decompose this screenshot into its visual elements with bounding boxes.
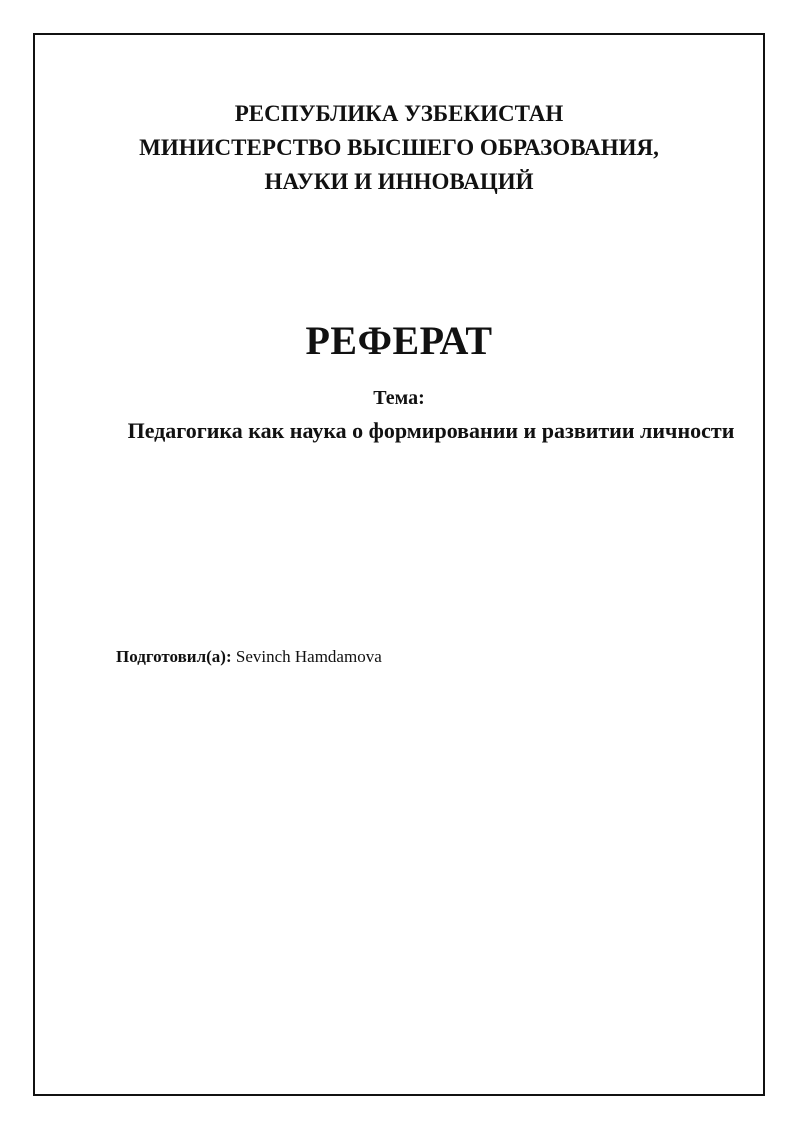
institution-header (35, 97, 763, 199)
author-label: Подготовил(а): (116, 647, 232, 666)
topic-label: Тема: (373, 387, 425, 409)
page-border (33, 33, 765, 1096)
ministry-name: МИНИСТЕРСТВО ВЫСШЕГО ОБРАЗОВАНИЯ, (139, 135, 659, 160)
author-name: Sevinch Hamdamova (235, 647, 382, 666)
ministry-name-continued: НАУКИ И ИННОВАЦИЙ (264, 169, 534, 194)
topic-title: Педагогика как наука о формировании и развитии личности (127, 418, 735, 443)
document-type-title: РЕФЕРАТ (305, 318, 493, 363)
country-name: РЕСПУБЛИКА УЗБЕКИСТАН (234, 101, 564, 126)
author-line (116, 647, 382, 667)
